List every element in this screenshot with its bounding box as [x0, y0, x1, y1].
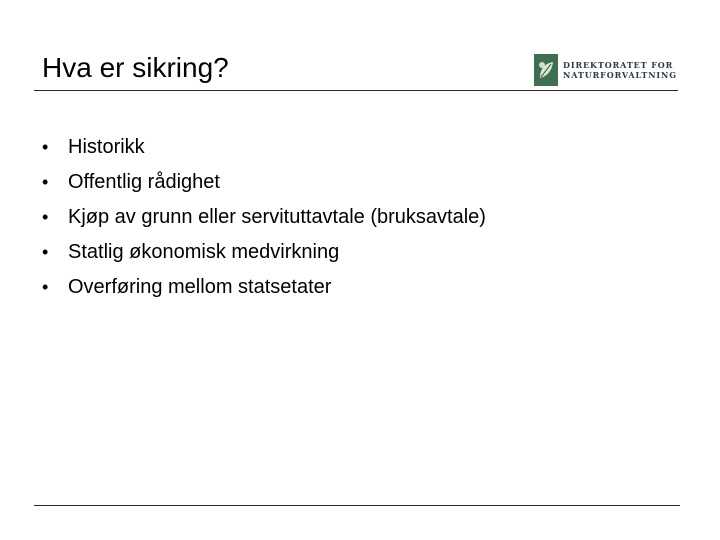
- footer-divider: [34, 505, 680, 506]
- logo-line-1: DIREKTORATET FOR: [563, 60, 674, 70]
- slide-title: Hva er sikring?: [42, 52, 229, 83]
- logo-text: [563, 60, 677, 80]
- bullet-text: Overføring mellom statsetater: [68, 276, 332, 298]
- bullet-list: [42, 130, 486, 305]
- bullet-text: Historikk: [68, 136, 145, 158]
- bullet-text: Statlig økonomisk medvirkning: [68, 241, 340, 263]
- logo: [534, 54, 677, 86]
- bullet-item: [42, 270, 486, 305]
- bullet-text: Offentlig rådighet: [68, 171, 220, 193]
- bullet-item: [42, 130, 486, 165]
- bullet-item: [42, 235, 486, 270]
- bullet-dot-icon: •: [42, 207, 49, 227]
- bullet-dot-icon: •: [42, 172, 49, 192]
- bullet-item: [42, 165, 486, 200]
- logo-line-2: NATURFORVALTNING: [563, 70, 677, 80]
- title-divider: [34, 90, 678, 91]
- leaf-emblem-icon: [534, 54, 558, 86]
- bullet-text: Kjøp av grunn eller servituttavtale (bruksavtale): [68, 206, 486, 228]
- bullet-dot-icon: •: [42, 242, 49, 262]
- bullet-dot-icon: •: [42, 137, 49, 157]
- bullet-dot-icon: •: [42, 277, 49, 297]
- bullet-item: [42, 200, 486, 235]
